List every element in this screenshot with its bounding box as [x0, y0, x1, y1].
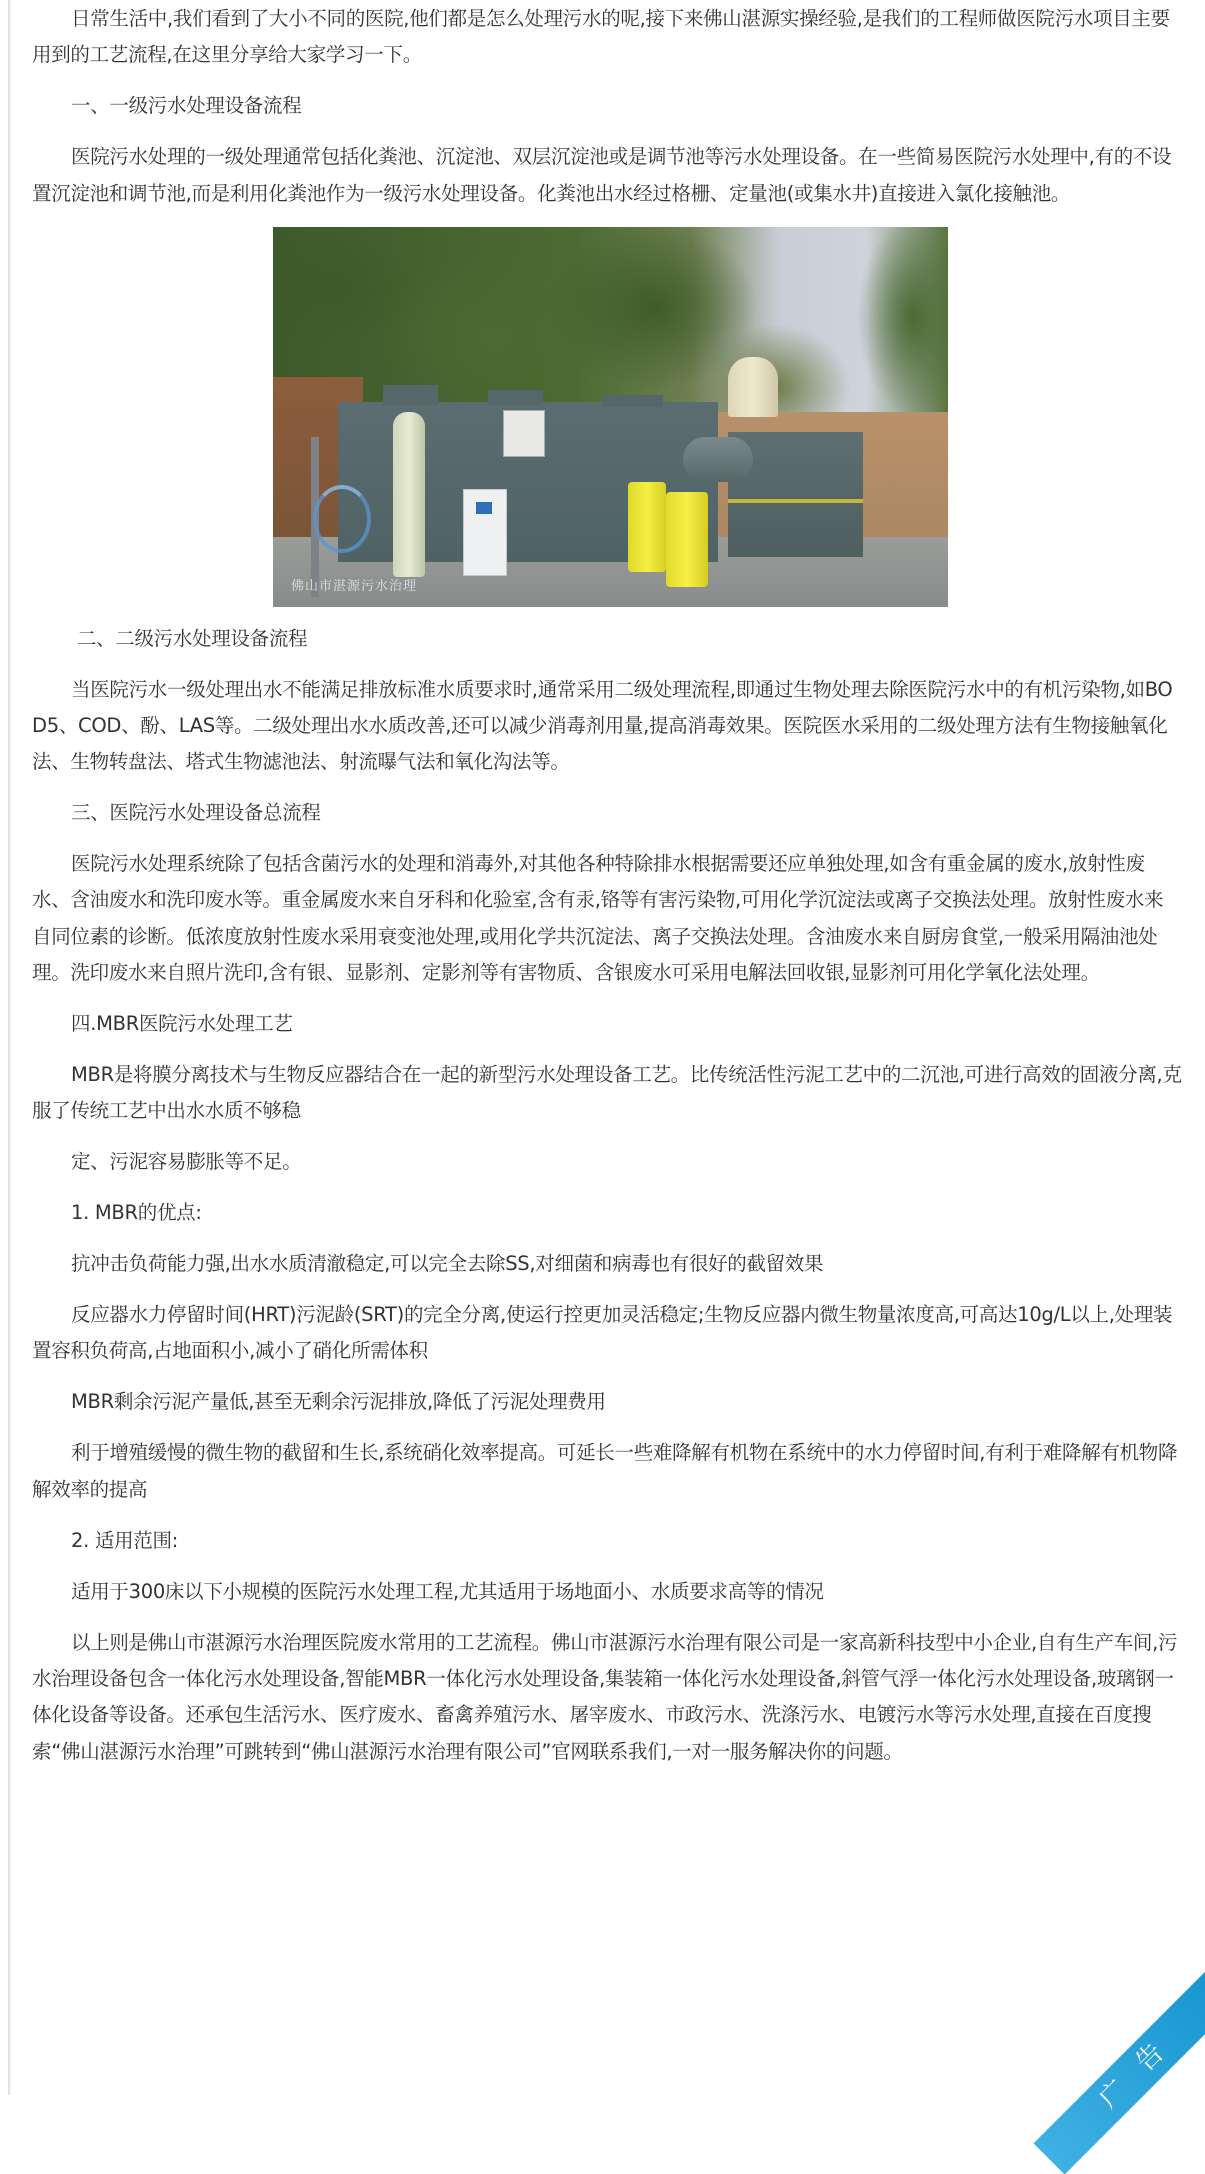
photo-tank-hatch — [603, 395, 663, 407]
secondary-treatment-paragraph: 当医院污水一级处理出水不能满足排放标准水质要求时,通常采用二级处理流程,即通过生物处理去除医院污水中的有机污染物,如BOD5、COD、酚、LAS等。二级处理出水水质改善,还可以减少消毒剂用量,提高消毒效果。医院医水采用的二级处理方法有生物接触氧化法、生物转盘法、塔式生物滤池法、射流曝气法和氧化沟法等。 — [32, 677, 1173, 774]
section-heading-secondary: 二、二级污水处理设备流程 — [76, 626, 308, 650]
photo-control-box — [503, 410, 545, 457]
section-heading-mbr: 四.MBR医院污水处理工艺 — [71, 1011, 293, 1035]
photo-chemical-tank — [628, 482, 666, 572]
photo-tank-hatch — [488, 390, 543, 405]
photo-air-cylinder — [683, 437, 753, 482]
mbr-advantage-item: MBR剩余污泥产量低,甚至无剩余污泥排放,降低了污泥处理费用 — [71, 1390, 606, 1414]
mbr-advantages-heading: 1. MBR的优点: — [71, 1201, 202, 1225]
photo-water-tower — [728, 357, 778, 417]
mbr-advantage-item: 反应器水力停留时间(HRT)污泥龄(SRT)的完全分离,使运行控更加灵活稳定;生物反应器内微生物量浓度高,可高达10g/L以上,处理装置容积负荷高,占地面积小,减小了硝化所需体积 — [32, 1303, 1173, 1363]
closing-paragraph: 以上则是佛山市湛源污水治理医院废水常用的工艺流程。佛山市湛源污水治理有限公司是一家高新科技型中小企业,自有生产车间,污水治理设备包含一体化污水处理设备,智能MBR一体化污水处理设备,集装箱一体化污水处理设备,斜管气浮一体化污水处理设备,玻璃钢一体化设备等设备。还承包生活污水、医疗废水、畜禽养殖污水、屠宰废水、市政污水、洗涤污水、电镀污水等污水处理,直接在百度搜索“佛山湛源污水治理”可跳转到“佛山湛源污水治理有限公司”官网联系我们,一对一服务解决你的问题。 — [32, 1630, 1178, 1763]
photo-filter-column — [393, 412, 425, 577]
primary-treatment-paragraph: 医院污水处理的一级处理通常包括化粪池、沉淀池、双层沉淀池或是调节池等污水处理设备。在一些简易医院污水处理中,有的不设置沉淀池和调节池,而是利用化粪池作为一级污水处理设备。化粪池出水经过格栅、定量池(或集水井)直接进入氯化接触池。 — [32, 145, 1172, 205]
photo-display-screen — [476, 502, 492, 514]
section-heading-overall: 三、医院污水处理设备总流程 — [71, 801, 321, 825]
mbr-intro-continued: 定、污泥容易膨胀等不足。 — [71, 1150, 302, 1174]
article-body — [32, 0, 1182, 1785]
photo-watermark: 佛山市湛源污水治理 — [291, 578, 418, 594]
ad-ribbon-badge[interactable]: 广告 — [1034, 1960, 1205, 2174]
equipment-photo — [273, 227, 948, 607]
overall-process-paragraph: 医院污水处理系统除了包括含菌污水的处理和消毒外,对其他各种特除排水根据需要还应单独处理,如含有重金属的废水,放射性废水、含油废水和洗印废水等。重金属废水来自牙科和化验室,含有汞,铬等有害污染物,可用化学沉淀法或离子交换法处理。放射性废水来自同位素的诊断。低浓度放射性废水采用衰变池处理,或用化学共沉淀法、离子交换法处理。含油废水来自厨房食堂,一般采用隔油池处理。洗印废水来自照片洗印,含有银、显影剂、定影剂等有害物质、含银废水可采用电解法回收银,显影剂可用化学氧化法处理。 — [32, 852, 1164, 984]
photo-chemical-tank — [666, 492, 708, 587]
page-left-border — [8, 0, 10, 2095]
figure — [32, 227, 1182, 607]
section-heading-primary: 一、一级污水处理设备流程 — [71, 94, 302, 118]
photo-flotation-band — [728, 499, 863, 503]
mbr-intro-paragraph: MBR是将膜分离技术与生物反应器结合在一起的新型污水处理设备工艺。比传统活性污泥工艺中的二沉池,可进行高效的固液分离,克服了传统工艺中出水水质不够稳 — [32, 1062, 1182, 1123]
scope-paragraph: 适用于300床以下小规模的医院污水处理工程,尤其适用于场地面小、水质要求高等的情况 — [71, 1579, 824, 1603]
mbr-advantage-item: 利于增殖缓慢的微生物的截留和生长,系统硝化效率提高。可延长一些难降解有机物在系统中的水力停留时间,有利于难降解有机物降解效率的提高 — [32, 1441, 1178, 1501]
scope-heading: 2. 适用范围: — [71, 1528, 178, 1552]
mbr-advantage-item: 抗冲击负荷能力强,出水水质清澈稳定,可以完全去除SS,对细菌和病毒也有很好的截留效果 — [71, 1252, 824, 1276]
intro-paragraph: 日常生活中,我们看到了大小不同的医院,他们都是怎么处理污水的呢,接下来佛山湛源实操经验,是我们的工程师做医院污水项目主要用到的工艺流程,在这里分享给大家学习一下。 — [32, 7, 1170, 67]
company-logo-icon — [313, 485, 371, 553]
photo-tank-hatch — [383, 385, 438, 405]
